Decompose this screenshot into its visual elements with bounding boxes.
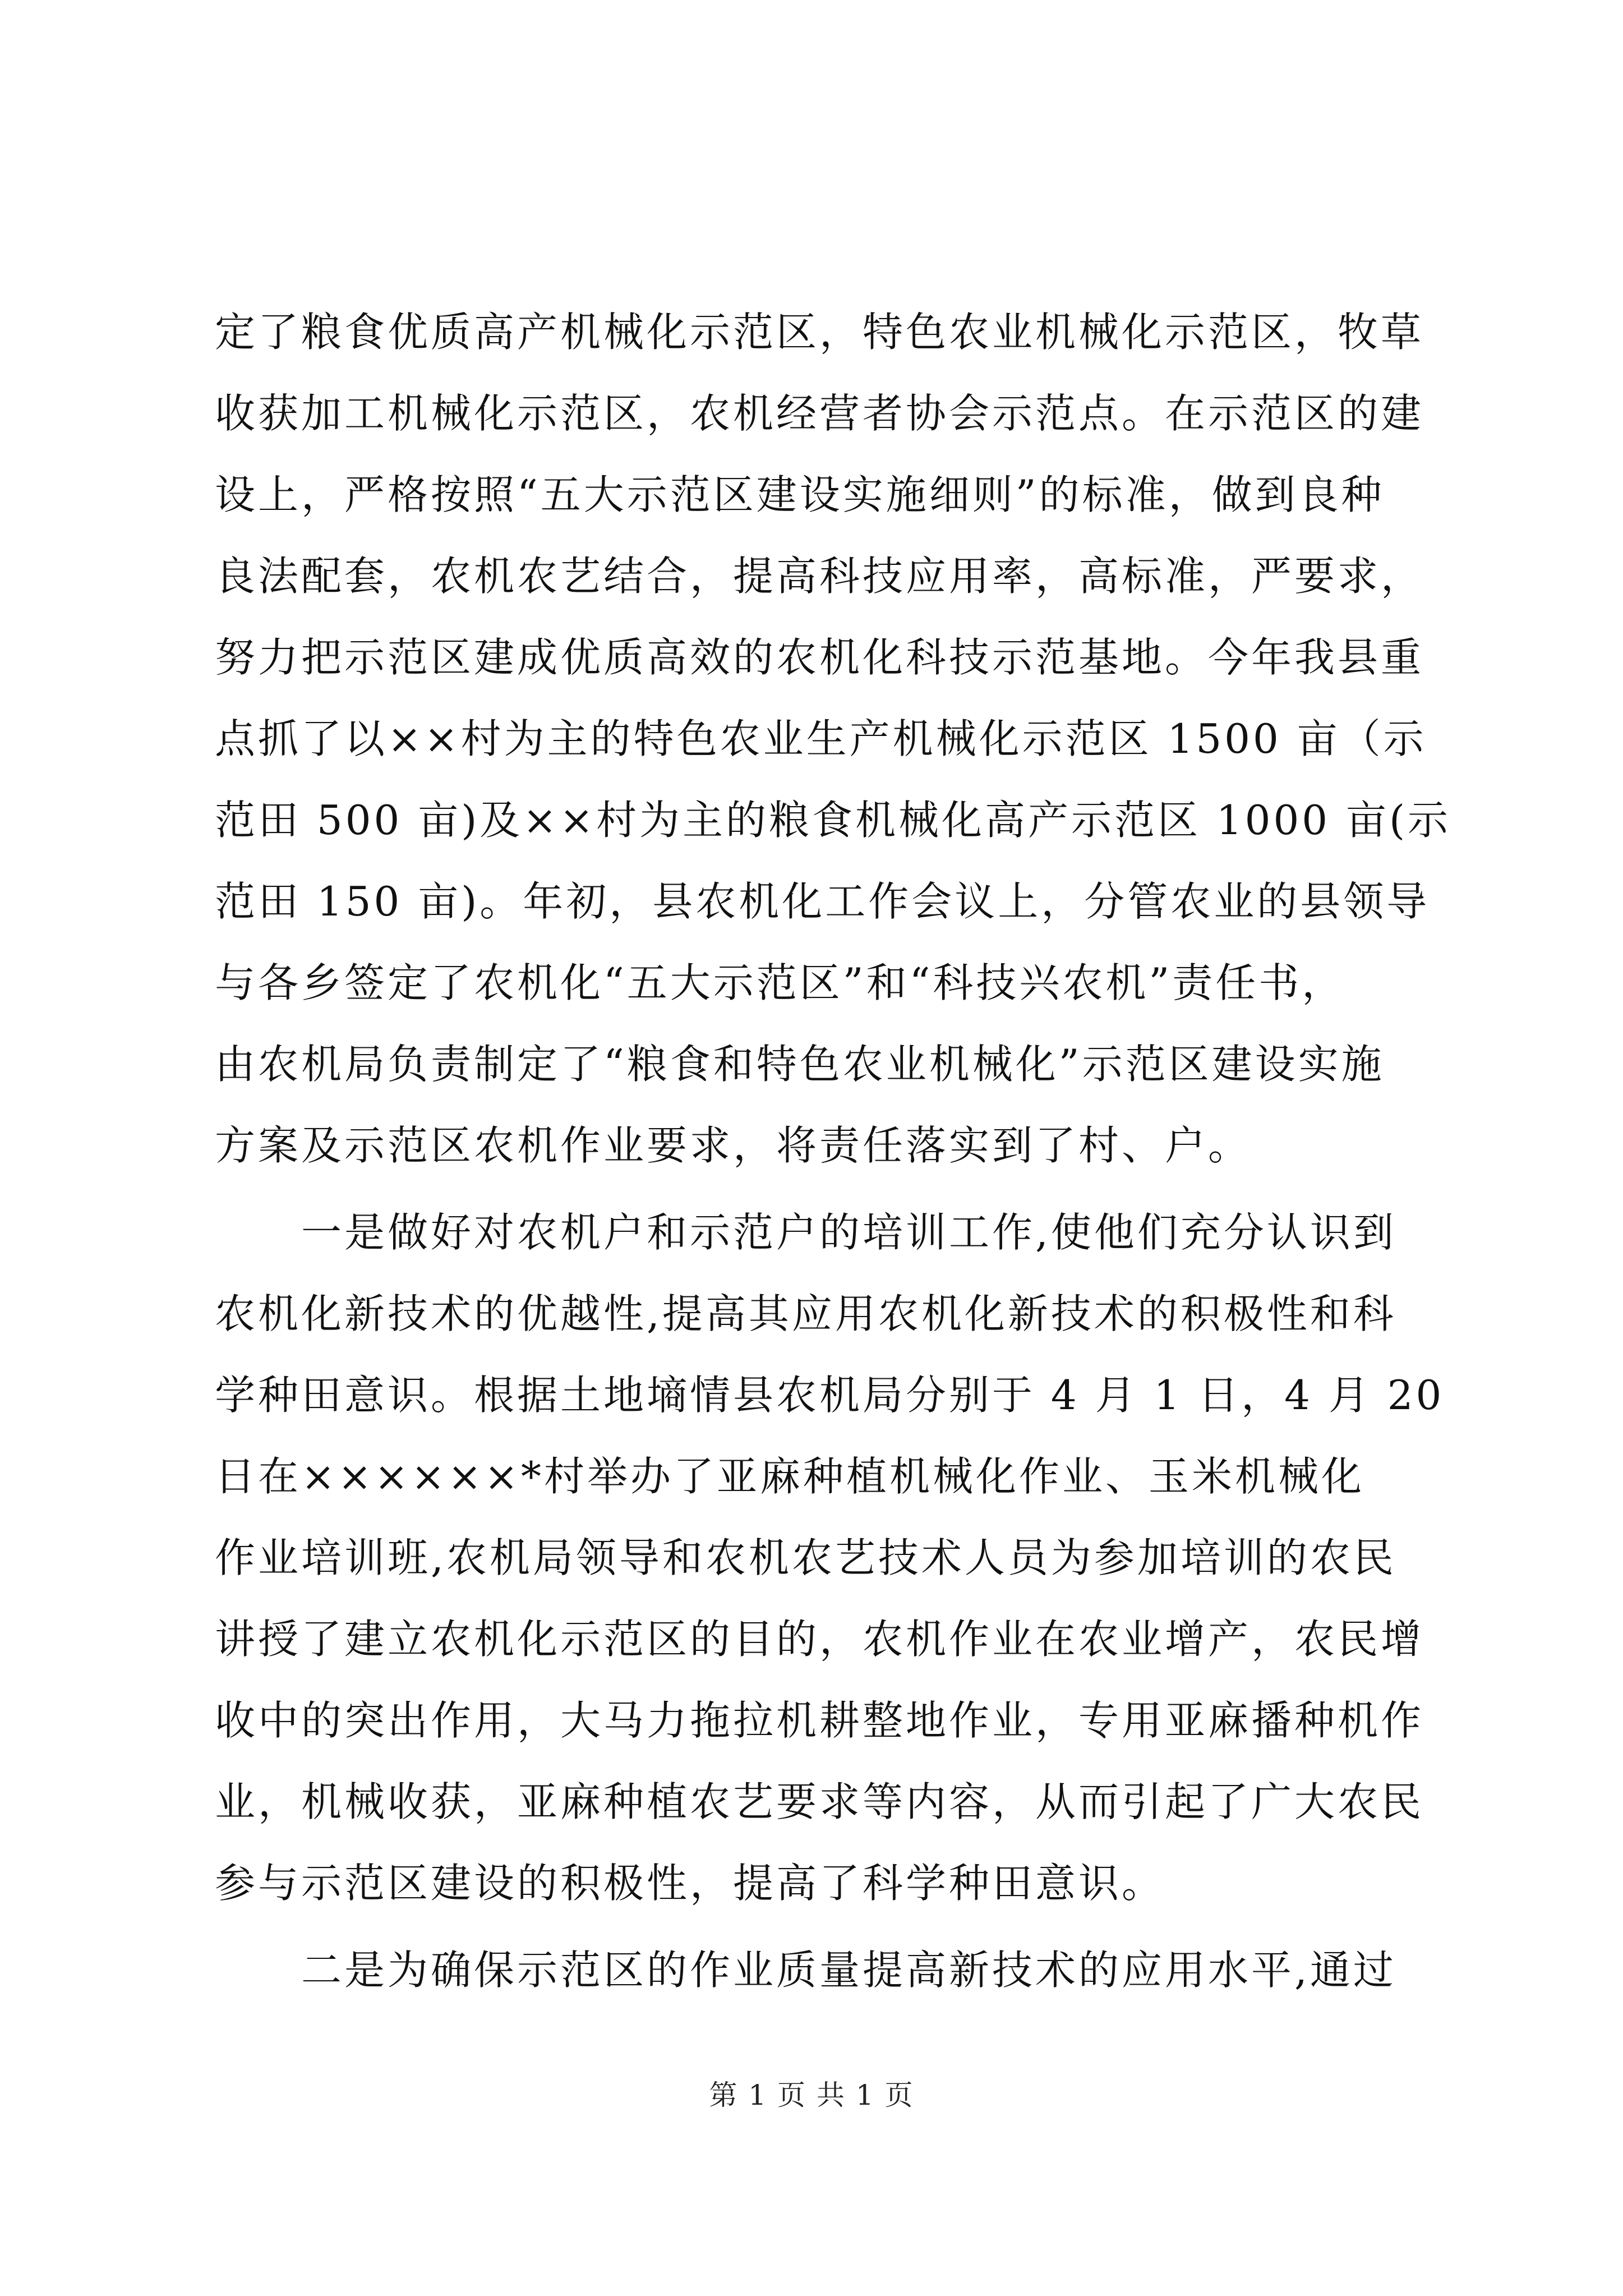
text-line: 设上，严格按照“五大示范区建设实施细则”的标准，做到良种 (215, 471, 1385, 518)
text-line: 努力把示范区建成优质高效的农机化科技示范基地。今年我县重 (215, 634, 1424, 681)
paragraph-2 (215, 1192, 1445, 1924)
text-line: 与各乡签定了农机化“五大示范区”和“科技兴农机”责任书， (215, 959, 1345, 1006)
text-line: 日在××××××*村举办了亚麻种植机械化作业、玉米机械化 (215, 1453, 1364, 1500)
text-line: 二是为确保示范区的作业质量提高新技术的应用水平,通过 (301, 1947, 1396, 1994)
paragraph-spacer (215, 1186, 1415, 1192)
text-line: 范田 150 亩)。年初，县农机化工作会议上，分管农业的县领导 (215, 878, 1430, 925)
text-line: 参与示范区建设的积极性，提高了科学种田意识。 (215, 1860, 1165, 1907)
text-line: 农机化新技术的优越性,提高其应用农机化新技术的积极性和科 (215, 1290, 1396, 1337)
text-line: 方案及示范区农机作业要求，将责任落实到了村、户。 (215, 1122, 1252, 1169)
text-line: 作业培训班,农机局领导和农机农艺技术人员为参加培训的农民 (215, 1534, 1396, 1581)
text-line: 业，机械收获，亚麻种植农艺要求等内容，从而引起了广大农民 (215, 1778, 1424, 1825)
text-line: 学种田意识。根据土地墒情县农机局分别于 4 月 1 日，4 月 20 (215, 1372, 1445, 1419)
text-line: 讲授了建立农机化示范区的目的，农机作业在农业增产，农民增 (215, 1616, 1424, 1663)
text-line: 良法配套，农机农艺结合，提高科技应用率，高标准，严要求， (215, 553, 1424, 600)
text-line: 一是做好对农机户和示范户的培训工作,使他们充分认识到 (301, 1209, 1396, 1256)
text-line: 点抓了以××村为主的特色农业生产机械化示范区 1500 亩（示 (215, 715, 1427, 762)
page-footer (0, 2073, 1623, 2113)
paragraph-spacer (215, 1924, 1415, 1930)
text-line: 收获加工机械化示范区，农机经营者协会示范点。在示范区的建 (215, 390, 1424, 437)
paragraph-3 (215, 1930, 1415, 2011)
paragraph-1 (215, 292, 1451, 1186)
document-body (215, 292, 1451, 2011)
text-line: 收中的突出作用，大马力拖拉机耕整地作业，专用亚麻播种机作 (215, 1697, 1424, 1744)
text-line: 由农机局负责制定了“粮食和特色农业机械化”示范区建设实施 (215, 1041, 1385, 1088)
text-line: 范田 500 亩)及××村为主的粮食机械化高产示范区 1000 亩(示 (215, 797, 1451, 844)
page-number-label: 第 1 页 共 1 页 (709, 2079, 914, 2111)
text-line: 定了粮食优质高产机械化示范区，特色农业机械化示范区，牧草 (215, 309, 1424, 356)
